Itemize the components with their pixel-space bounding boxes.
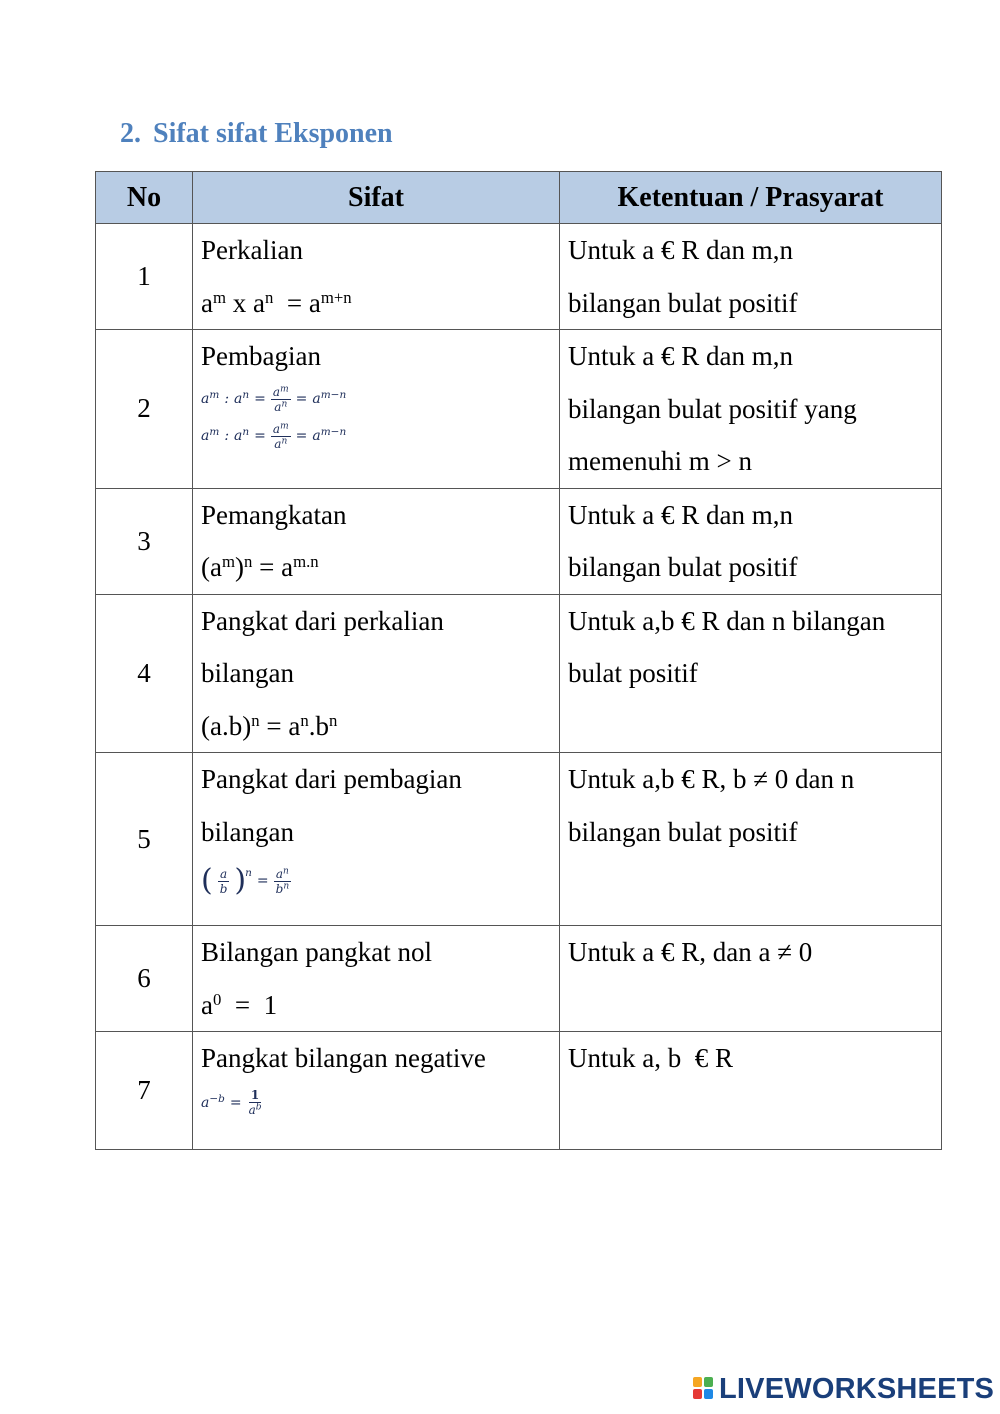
- quotient-power-formula: ( $\frac{a}{b}$ ) n = $\frac{a^n}{b^n}$: [201, 863, 290, 898]
- sifat-cell: [193, 330, 560, 489]
- formula: $(a^m)^n = a^{m.n}$: [201, 551, 319, 582]
- condition-line: bulat positif: [568, 658, 698, 688]
- sifat-name: Bilangan pangkat nol: [201, 937, 432, 967]
- condition-line: Untuk a,b € R, b ≠ 0 dan n: [568, 764, 855, 794]
- header-no: No: [96, 172, 193, 224]
- formula: $a^0 = 1$: [201, 989, 278, 1020]
- condition-cell: [560, 330, 942, 489]
- condition-line: bilangan bulat positif yang: [568, 393, 857, 424]
- sifat-name: Pembagian: [201, 341, 321, 371]
- condition-cell: [560, 926, 942, 1032]
- sifat-cell: [193, 926, 560, 1032]
- condition-line: Untuk a, b € R: [568, 1043, 733, 1073]
- sifat-cell: [193, 224, 560, 330]
- row-number: 7: [96, 1032, 193, 1150]
- sifat-name: Pangkat dari perkalian: [201, 605, 444, 636]
- row-number: 5: [96, 753, 193, 926]
- formula: $a^m$ x $a^n = a^{m+n}$: [201, 287, 352, 318]
- table-row: [96, 330, 942, 489]
- sifat-name: Perkalian: [201, 235, 303, 265]
- section-number: 2.: [120, 118, 141, 149]
- condition-cell: [560, 488, 942, 594]
- table-row: [96, 594, 942, 753]
- division-formula: $a^m$ : $a^n$ = $\frac{a^m}{a^n}$ = $a^{m-n}$: [201, 421, 347, 451]
- formula: $(a.b)^n = a^n.b^n$: [201, 710, 338, 741]
- sifat-name: Pangkat dari pembagian: [201, 764, 462, 794]
- properties-table: [95, 171, 942, 1150]
- sifat-name: Pangkat bilangan negative: [201, 1043, 486, 1073]
- table-row: [96, 1032, 942, 1150]
- sifat-cell: [193, 488, 560, 594]
- section-title: Sifat sifat Eksponen: [153, 118, 393, 149]
- row-number: 2: [96, 330, 193, 489]
- table-row: [96, 753, 942, 926]
- condition-line: bilangan bulat positif: [568, 816, 798, 847]
- row-number: 6: [96, 926, 193, 1032]
- liveworksheets-watermark: [693, 1374, 994, 1404]
- table-header-row: [96, 172, 942, 224]
- condition-line: bilangan bulat positif: [568, 287, 798, 318]
- table-row: [96, 488, 942, 594]
- sifat-cell: [193, 1032, 560, 1150]
- condition-line: Untuk a € R, dan a ≠ 0: [568, 937, 813, 967]
- header-ketentuan: Ketentuan / Prasyarat: [560, 172, 942, 224]
- formula-image: [201, 383, 551, 449]
- section-heading: [120, 118, 393, 150]
- header-sifat: Sifat: [193, 172, 560, 224]
- condition-line: Untuk a € R dan m,n: [568, 499, 793, 530]
- division-formula: $a^m$ : $a^n$ = $\frac{a^m}{a^n}$ = $a^{m-n}$: [201, 384, 347, 414]
- condition-line: Untuk a € R dan m,n: [568, 341, 793, 371]
- condition-cell: [560, 1032, 942, 1150]
- sifat-cell: [193, 594, 560, 753]
- condition-cell: [560, 753, 942, 926]
- row-number: 3: [96, 488, 193, 594]
- watermark-text: LIVEWORKSHEETS: [719, 1372, 995, 1405]
- sifat-name: bilangan: [201, 658, 294, 688]
- condition-cell: [560, 594, 942, 753]
- condition-line: memenuhi m > n: [568, 446, 752, 476]
- row-number: 1: [96, 224, 193, 330]
- condition-cell: [560, 224, 942, 330]
- row-number: 4: [96, 594, 193, 753]
- condition-line: bilangan bulat positif: [568, 552, 798, 582]
- sifat-cell: [193, 753, 560, 926]
- sifat-name: Pemangkatan: [201, 499, 347, 530]
- table-row: [96, 224, 942, 330]
- table-row: [96, 926, 942, 1032]
- liveworksheets-logo-icon: [693, 1377, 715, 1401]
- negative-exponent-formula: $a^{-b}$ = $\frac{1}{a^b}$: [201, 1088, 262, 1117]
- condition-line: Untuk a € R dan m,n: [568, 235, 793, 265]
- sifat-name: bilangan: [201, 816, 294, 847]
- condition-line: Untuk a,b € R dan n bilangan: [568, 605, 886, 636]
